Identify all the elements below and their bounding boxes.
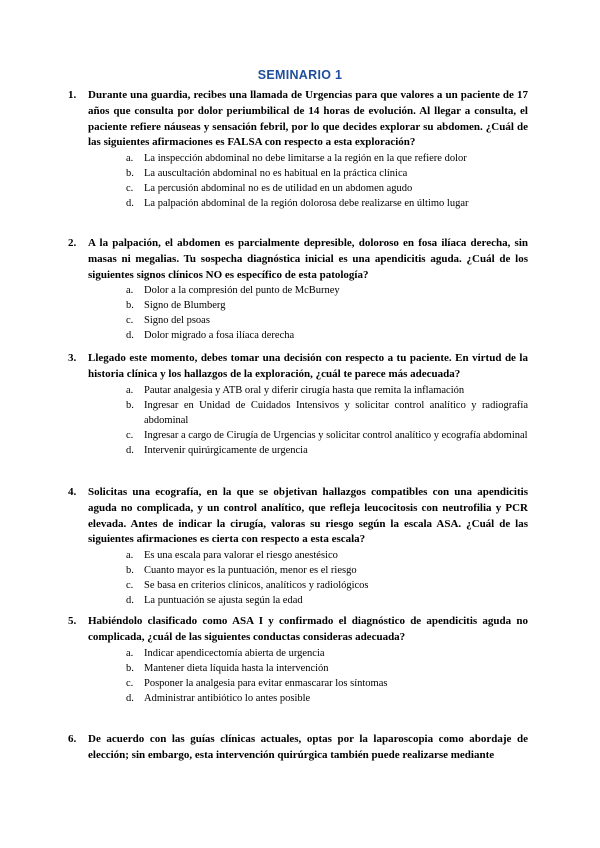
option-letter: c. — [126, 677, 134, 689]
question-number: 5. — [68, 615, 77, 627]
option-text: Se basa en criterios clínicos, analíticos y radiológicos — [144, 580, 369, 592]
option — [88, 676, 528, 691]
question-text: Llegado este momento, debes tomar una decisión con respecto a tu paciente. En virtud de la historia clínica y los hallazgos de la exploración, ¿cuál te parece más adecuada? — [88, 352, 528, 380]
option-letter: d. — [126, 444, 134, 456]
option-list — [88, 383, 528, 458]
option — [88, 166, 528, 181]
option — [88, 313, 528, 328]
option-letter: c. — [126, 315, 134, 327]
option-letter: d. — [126, 595, 134, 607]
option-text: Pautar analgesia y ATB oral y diferir cirugía hasta que remita la inflamación — [144, 384, 465, 396]
question-text: Durante una guardia, recibes una llamada de Urgencias para que valores a un paciente de 17 años que consulta por dolor periumbilical de 14 horas de evolución. Al llegar a consulta, el paciente refiere náuseas y sensación febril, por lo que decides explorar su abdomen. ¿Cuál de las siguientes afirmaciones es FALSA con respecto a esta exploración? — [88, 89, 528, 149]
option — [88, 398, 528, 428]
option-text: Posponer la analgesia para evitar enmascarar los síntomas — [144, 677, 388, 689]
option-text: Signo del psoas — [144, 315, 210, 327]
option-text: Dolor migrado a fosa ilíaca derecha — [144, 330, 295, 342]
question-text: Solicitas una ecografía, en la que se objetivan hallazgos compatibles con una apendicitis aguda no complicada, y un control analítico, que refleja leucocitosis con neutrofilia y PCR elevada. Antes de indicar la cirugía, valoras su riesgo según la escala ASA. ¿Cuál de las siguientes afirmaciones es cierta con respecto a esta escala? — [88, 486, 528, 546]
option-letter: a. — [126, 550, 134, 562]
option-text: Indicar apendicectomía abierta de urgencia — [144, 647, 325, 659]
option-list — [88, 283, 528, 343]
option-letter: c. — [126, 580, 134, 592]
question-number: 3. — [68, 352, 77, 364]
option — [88, 443, 528, 458]
question-number: 1. — [68, 89, 77, 101]
option — [88, 428, 528, 443]
option-text: La palpación abdominal de la región dolorosa debe realizarse en último lugar — [144, 198, 469, 210]
option-letter: c. — [126, 183, 134, 195]
option — [88, 151, 528, 166]
option-list — [88, 151, 528, 211]
option-text: Ingresar en Unidad de Cuidados Intensivos y solicitar control analítico y radiografía abdominal — [144, 399, 528, 426]
question-text: De acuerdo con las guías clínicas actuales, optas por la laparoscopia como abordaje de elección; sin embargo, esta intervención quirúrgica también puede realizarse mediante — [88, 733, 528, 761]
option-text: Mantener dieta líquida hasta la intervención — [144, 662, 329, 674]
page-title: SEMINARIO 1 — [257, 68, 343, 82]
option-text: La inspección abdominal no debe limitarse a la región en la que refiere dolor — [144, 153, 467, 165]
question-1 — [68, 88, 528, 211]
question-5 — [68, 614, 528, 706]
option — [88, 691, 528, 706]
option-letter: d. — [126, 692, 134, 704]
option-text: Administrar antibiótico lo antes posible — [144, 692, 311, 704]
option-letter: b. — [126, 300, 134, 312]
option-letter: a. — [126, 153, 134, 165]
option-letter: d. — [126, 198, 134, 210]
option-list — [88, 646, 528, 706]
option-text: Signo de Blumberg — [144, 300, 226, 312]
option-text: La auscultación abdominal no es habitual en la práctica clínica — [144, 168, 408, 180]
option — [88, 548, 528, 563]
option-letter: c. — [126, 429, 134, 441]
option — [88, 283, 528, 298]
option-letter: a. — [126, 285, 134, 297]
option — [88, 646, 528, 661]
option — [88, 196, 528, 211]
option — [88, 661, 528, 676]
question-number: 6. — [68, 733, 77, 745]
option-list — [88, 548, 528, 608]
option — [88, 328, 528, 343]
option — [88, 383, 528, 398]
option — [88, 578, 528, 593]
option-letter: b. — [126, 399, 134, 411]
option-text: La percusión abdominal no es de utilidad en un abdomen agudo — [144, 183, 413, 195]
question-number: 4. — [68, 486, 77, 498]
option — [88, 563, 528, 578]
option-text: Es una escala para valorar el riesgo anestésico — [144, 550, 338, 562]
question-2 — [68, 236, 528, 343]
option-letter: b. — [126, 565, 134, 577]
option — [88, 593, 528, 608]
option — [88, 298, 528, 313]
question-4 — [68, 485, 528, 608]
option-text: Dolor a la compresión del punto de McBurney — [144, 285, 340, 297]
question-6 — [68, 732, 528, 764]
option-letter: a. — [126, 384, 134, 396]
option-text: Ingresar a cargo de Cirugía de Urgencias y solicitar control analítico y ecografía abdominal — [144, 429, 528, 441]
option — [88, 181, 528, 196]
question-number: 2. — [68, 237, 77, 249]
option-text: Intervenir quirúrgicamente de urgencia — [144, 444, 308, 456]
question-text: Habiéndolo clasificado como ASA I y confirmado el diagnóstico de apendicitis aguda no complicada, ¿cuál de las siguientes conductas consideras adecuada? — [88, 615, 528, 643]
option-letter: b. — [126, 168, 134, 180]
option-letter: b. — [126, 662, 134, 674]
option-letter: d. — [126, 330, 134, 342]
question-text: A la palpación, el abdomen es parcialmente depresible, doloroso en fosa ilíaca derecha, sin masas ni megalias. Tu sospecha diagnóstica inicial es una apendicitis aguda. ¿Cuál de los siguientes signos clínicos NO es específico de esta patología? — [88, 237, 528, 281]
option-text: La puntuación se ajusta según la edad — [144, 595, 303, 607]
option-letter: a. — [126, 647, 134, 659]
question-3 — [68, 351, 528, 458]
option-text: Cuanto mayor es la puntuación, menor es el riesgo — [144, 565, 357, 577]
